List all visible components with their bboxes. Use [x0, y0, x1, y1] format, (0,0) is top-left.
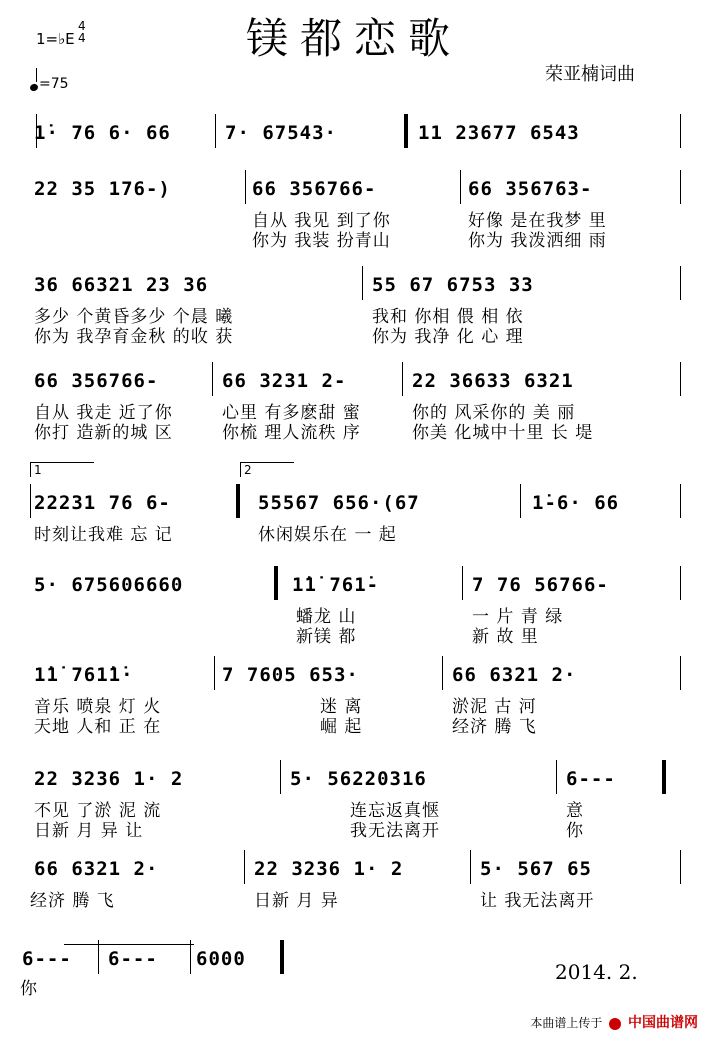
author-credit: 荣亚楠词曲 — [545, 64, 635, 85]
tie-line — [64, 944, 194, 945]
barline — [680, 362, 681, 396]
song-title: 镁都恋歌 — [245, 14, 462, 63]
score-row-1 — [0, 114, 708, 158]
measure: 6--- — [22, 948, 72, 970]
barline — [244, 850, 245, 884]
measure: 11 23677 6543 — [418, 122, 580, 144]
measure: 7 76 56766- — [472, 574, 609, 596]
lyric-line: 新镁 都 — [296, 627, 357, 647]
volta-bracket-1: 1 — [30, 462, 94, 477]
barline — [214, 656, 215, 690]
lyric-line: 你为 我净 化 心 理 — [372, 327, 524, 347]
measure: 22 36633 6321 — [412, 370, 574, 392]
barline — [462, 566, 463, 600]
measure: 6000 — [196, 948, 246, 970]
composition-date: 2014. 2. — [555, 960, 638, 984]
lyric-line: 你为 我孕育金秋 的收 获 — [34, 327, 234, 347]
lyric-line: 时刻让我难 忘 记 — [34, 525, 173, 545]
site-logo-icon — [609, 1018, 621, 1030]
measure: 66 356766- — [34, 370, 159, 392]
lyric-line: 好像 是在我梦 里 — [468, 211, 607, 231]
lyric-line: 日新 月 异 — [254, 891, 339, 911]
barline — [442, 656, 443, 690]
note-stem — [36, 68, 37, 82]
lyric-line: 新 故 里 — [472, 627, 539, 647]
measure: 66 356763- — [468, 178, 593, 200]
measure: 1̇-6· 66 — [532, 492, 620, 514]
barline — [460, 170, 461, 204]
barline — [680, 114, 681, 148]
lyric-line: 你打 造新的城 区 — [34, 423, 173, 443]
measure: 66 6321 2· — [34, 858, 159, 880]
lyric-line: 你为 我装 扮青山 — [252, 231, 391, 251]
measure: 1̇1̇ 761̇- — [292, 574, 380, 596]
barline — [245, 170, 246, 204]
measure: 7 7605 653· — [222, 664, 359, 686]
measure: 6--- — [108, 948, 158, 970]
lyric-line: 你的 风采你的 美 丽 — [412, 403, 576, 423]
lyric-line: 意 — [566, 801, 584, 821]
lyric-line: 日新 月 异 让 — [34, 821, 144, 841]
volta-bracket-2: 2 — [240, 462, 294, 477]
lyric-line: 你 — [566, 821, 584, 841]
lyric-line: 经济 腾 飞 — [452, 717, 537, 737]
lyric-line: 休闲娱乐在 一 起 — [258, 525, 397, 545]
barline — [402, 362, 403, 396]
quarter-note-icon — [29, 83, 39, 92]
barline — [680, 566, 681, 600]
measure: 55 67 6753 33 — [372, 274, 534, 296]
lyric-line: 一 片 青 绿 — [472, 607, 564, 627]
measure: 1̇1̇ 761̇1̇· — [34, 664, 134, 686]
barline — [680, 266, 681, 300]
measure: 22 35 176-) — [34, 178, 171, 200]
barline — [520, 484, 521, 518]
lyric-line: 你为 我泼洒细 雨 — [468, 231, 607, 251]
tempo-marking — [30, 74, 69, 92]
measure: 66 6321 2· — [452, 664, 577, 686]
barline — [680, 170, 681, 204]
barline — [470, 850, 471, 884]
lyric-line: 多少 个黄昏多少 个晨 曦 — [34, 307, 234, 327]
lyric-line: 不见 了淤 泥 流 — [34, 801, 162, 821]
measure: 7· 67543· — [225, 122, 337, 144]
lyric-line: 淤泥 古 河 — [452, 697, 537, 717]
lyric-line: 音乐 喷泉 灯 火 — [34, 697, 162, 717]
barline — [680, 850, 681, 884]
lyric-line: 崛 起 — [320, 717, 363, 737]
barline — [280, 760, 281, 794]
lyric-line: 你梳 理人流秩 序 — [222, 423, 361, 443]
repeat-start-barline — [404, 114, 408, 148]
measure: 5· 675606660 — [34, 574, 184, 596]
repeat-end-barline — [662, 760, 666, 794]
lyric-line: 迷 离 — [320, 697, 363, 717]
tempo-value: =75 — [39, 76, 69, 92]
lyric-line: 我无法离开 — [350, 821, 440, 841]
time-top: 4 — [78, 19, 86, 33]
lyric-line: 经济 腾 飞 — [30, 891, 115, 911]
lyric-line: 连忘返真惬 — [350, 801, 440, 821]
measure: 36 66321 23 36 — [34, 274, 209, 296]
barline — [362, 266, 363, 300]
measure: 66 356766- — [252, 178, 377, 200]
barline — [680, 656, 681, 690]
lyric-line: 我和 你相 偎 相 依 — [372, 307, 524, 327]
repeat-end-barline — [236, 484, 240, 518]
lyric-line: 天地 人和 正 在 — [34, 717, 162, 737]
lyric-line: 自从 我走 近了你 — [34, 403, 173, 423]
measure: 5· 56220316 — [290, 768, 427, 790]
lyric-line: 心里 有多麽甜 蜜 — [222, 403, 361, 423]
lyric-line: 自从 我见 到了你 — [252, 211, 391, 231]
time-signature — [78, 20, 86, 44]
barline — [215, 114, 216, 148]
lyric-line: 你美 化城中十里 长 堤 — [412, 423, 594, 443]
measure: 5· 567 65 — [480, 858, 592, 880]
source-footer — [530, 1012, 698, 1032]
time-bottom: 4 — [78, 31, 86, 45]
measure: 22 3236 1· 2 — [34, 768, 184, 790]
key-signature: 1=♭E — [36, 30, 75, 48]
repeat-start-barline — [274, 566, 278, 600]
footer-prefix: 本曲谱上传于 — [530, 1016, 603, 1030]
lyric-line: 你 — [20, 979, 38, 999]
measure: 22 3236 1· 2 — [254, 858, 404, 880]
measure: 6--- — [566, 768, 616, 790]
barline — [680, 484, 681, 518]
barline — [190, 940, 191, 974]
barline — [556, 760, 557, 794]
barline — [212, 362, 213, 396]
measure: 1̇· 76 6· 66 — [34, 122, 171, 144]
measure: 66 3231 2- — [222, 370, 347, 392]
measure: 55567 656·(67 — [258, 492, 420, 514]
lyric-line: 让 我无法离开 — [480, 891, 595, 911]
footer-brand: 中国曲谱网 — [628, 1015, 698, 1031]
barline — [30, 484, 31, 518]
measure: 22231 76 6- — [34, 492, 171, 514]
barline — [98, 940, 99, 974]
lyric-line: 蟠龙 山 — [296, 607, 357, 627]
final-barline — [280, 940, 284, 974]
